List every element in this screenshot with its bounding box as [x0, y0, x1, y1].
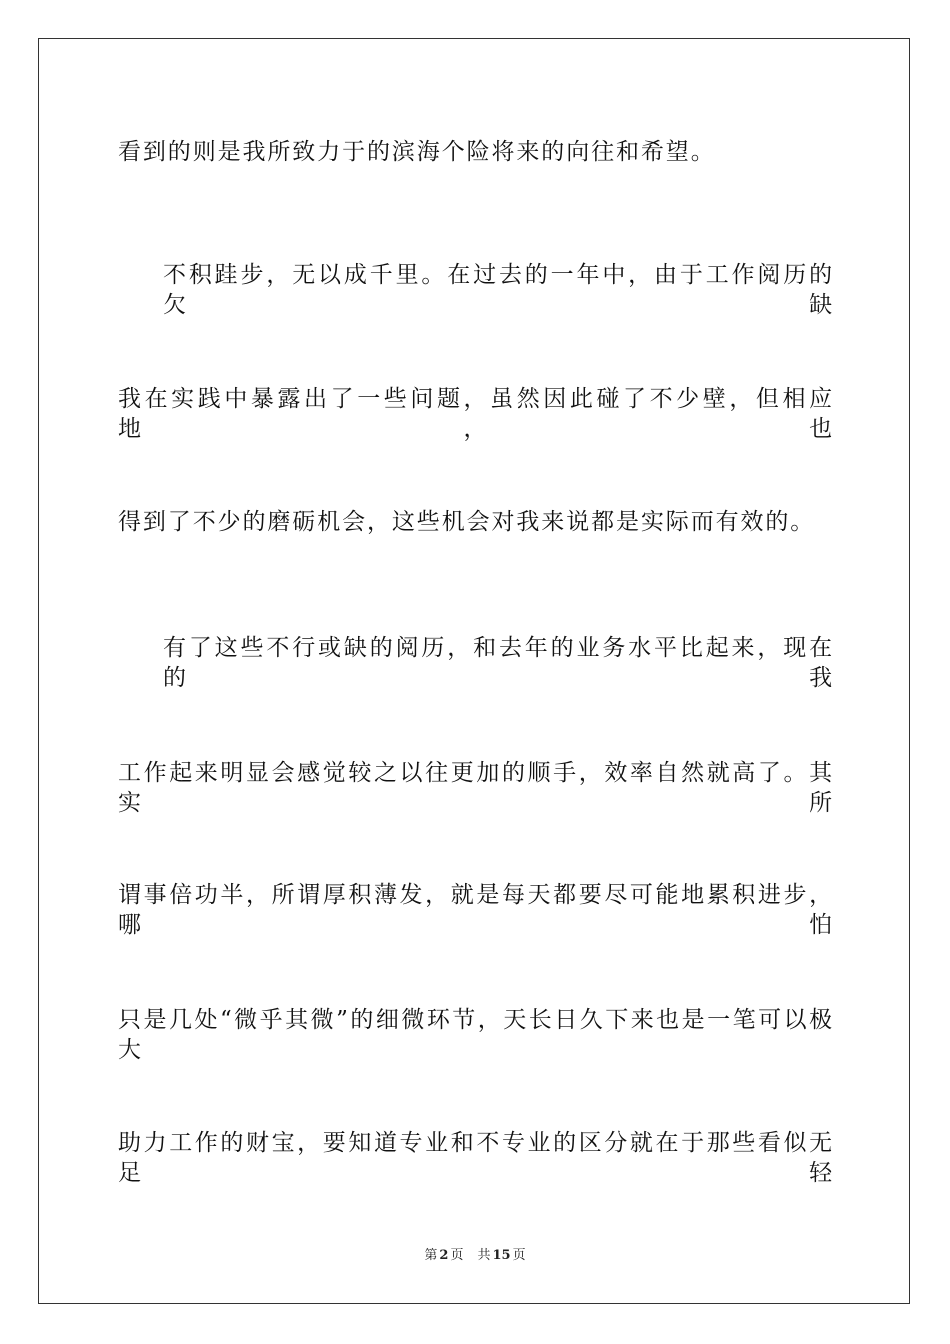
total-suffix: 页 — [512, 1248, 526, 1263]
paragraph-line-1: 看到的则是我所致力于的滨海个险将来的向往和希望。 — [118, 139, 716, 165]
paragraph-line-2: 不积跬步，无以成千里。在过去的一年中，由于工作阅历的欠缺 — [163, 262, 834, 318]
paragraph-line-8: 只是几处“微乎其微”的细微环节，天长日久下来也是一笔可以极大 — [118, 1007, 834, 1063]
page-footer — [0, 1247, 950, 1265]
page-suffix: 页 — [450, 1248, 464, 1263]
paragraph-line-5: 有了这些不行或缺的阅历，和去年的业务水平比起来，现在的我 — [163, 635, 834, 691]
paragraph-line-9: 助力工作的财宝，要知道专业和不专业的区分就在于那些看似无足轻 — [118, 1130, 834, 1186]
paragraph-line-3: 我在实践中暴露出了一些问题，虽然因此碰了不少壁，但相应地，也 — [118, 386, 834, 442]
total-prefix: 共 — [477, 1248, 491, 1263]
paragraph-line-4: 得到了不少的磨砺机会，这些机会对我来说都是实际而有效的。 — [118, 509, 816, 535]
current-page-number: 2 — [439, 1248, 449, 1263]
page-prefix: 第 — [424, 1248, 438, 1263]
paragraph-line-6: 工作起来明显会感觉较之以往更加的顺手，效率自然就高了。其实所 — [118, 760, 834, 816]
total-page-number: 15 — [492, 1248, 511, 1263]
paragraph-line-7: 谓事倍功半，所谓厚积薄发，就是每天都要尽可能地累积进步，哪怕 — [118, 882, 834, 938]
